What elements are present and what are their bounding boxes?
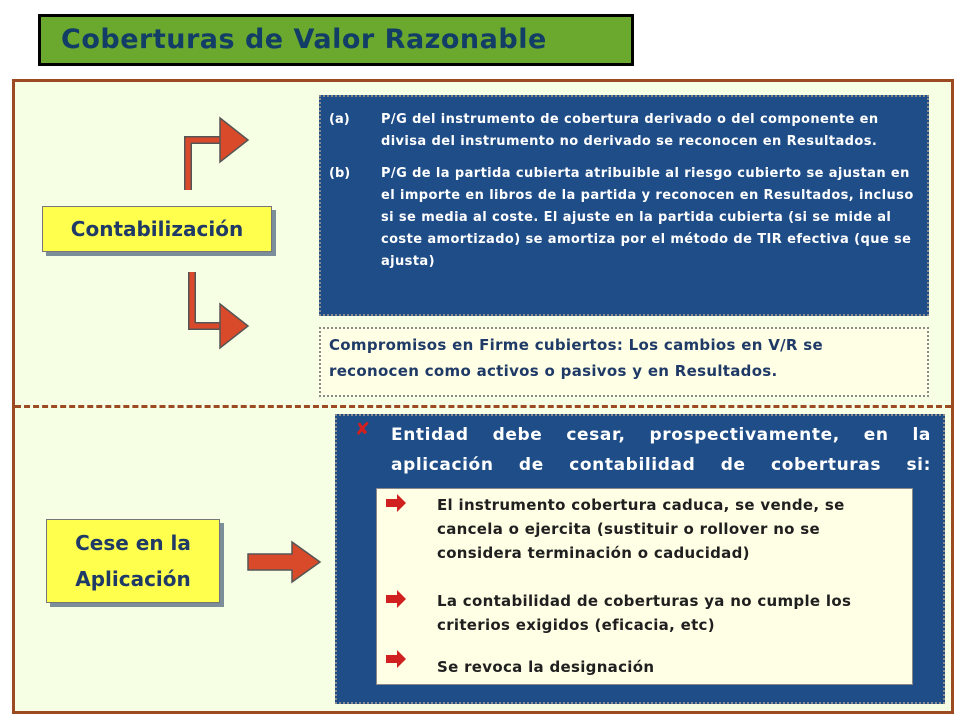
item-b-label: (b) xyxy=(329,166,351,181)
red-arrow-bullet-icon xyxy=(385,493,407,513)
red-arrow-bullet-icon xyxy=(385,649,407,669)
red-arrow-bullet-icon xyxy=(385,589,407,609)
compromisos-text: Compromisos en Firme cubiertos: Los cambios en V/R se reconocen como activos o pasivos y en Resultados. xyxy=(329,336,823,380)
item-b-text: P/G de la partida cubierta atribuible al riesgo cubierto se ajustan en el importe en libros de la partida y reconocen en Resultados, incluso si se media al coste. El ajuste en la partida cubierta (si se mide al coste amortizado) se amortiza por el método de TIR efectiva (que se ajusta) xyxy=(381,166,914,269)
page-title: Coberturas de Valor Razonable xyxy=(38,14,634,66)
elbow-arrow-down-icon xyxy=(186,270,250,350)
accounting-items-box xyxy=(319,95,929,316)
item-a-label: (a) xyxy=(329,112,350,127)
cese-condition-2: La contabilidad de coberturas ya no cumple los criterios exigidos (eficacia, etc) xyxy=(437,592,852,634)
cese-condition-1: El instrumento cobertura caduca, se vende, se cancela o ejercita (sustituir o rollover no se considera terminación o caducidad) xyxy=(437,496,845,562)
cese-label xyxy=(46,519,220,603)
cese-label-line2: Aplicación xyxy=(75,567,191,591)
section-divider xyxy=(15,405,951,408)
elbow-arrow-up-icon xyxy=(186,112,250,192)
accounting-item-b xyxy=(329,163,915,273)
compromisos-box xyxy=(319,327,929,397)
right-arrow-icon xyxy=(246,540,322,584)
contabilizacion-text: Contabilización xyxy=(70,217,244,241)
cese-condition-3: Se revoca la designación xyxy=(437,658,655,676)
x-mark-icon: ✘ xyxy=(355,419,371,440)
cese-conditions-list xyxy=(376,488,913,685)
item-a-text: P/G del instrumento de cobertura derivado o del componente en divisa del instrumento no derivado se reconocen en Resultados. xyxy=(381,112,879,149)
cese-heading: Entidad debe cesar, prospectivamente, en la aplicación de contabilidad de coberturas si: xyxy=(391,425,931,475)
accounting-item-a xyxy=(329,109,915,153)
contabilizacion-label xyxy=(42,206,272,252)
cese-label-line1: Cese en la xyxy=(75,531,191,555)
